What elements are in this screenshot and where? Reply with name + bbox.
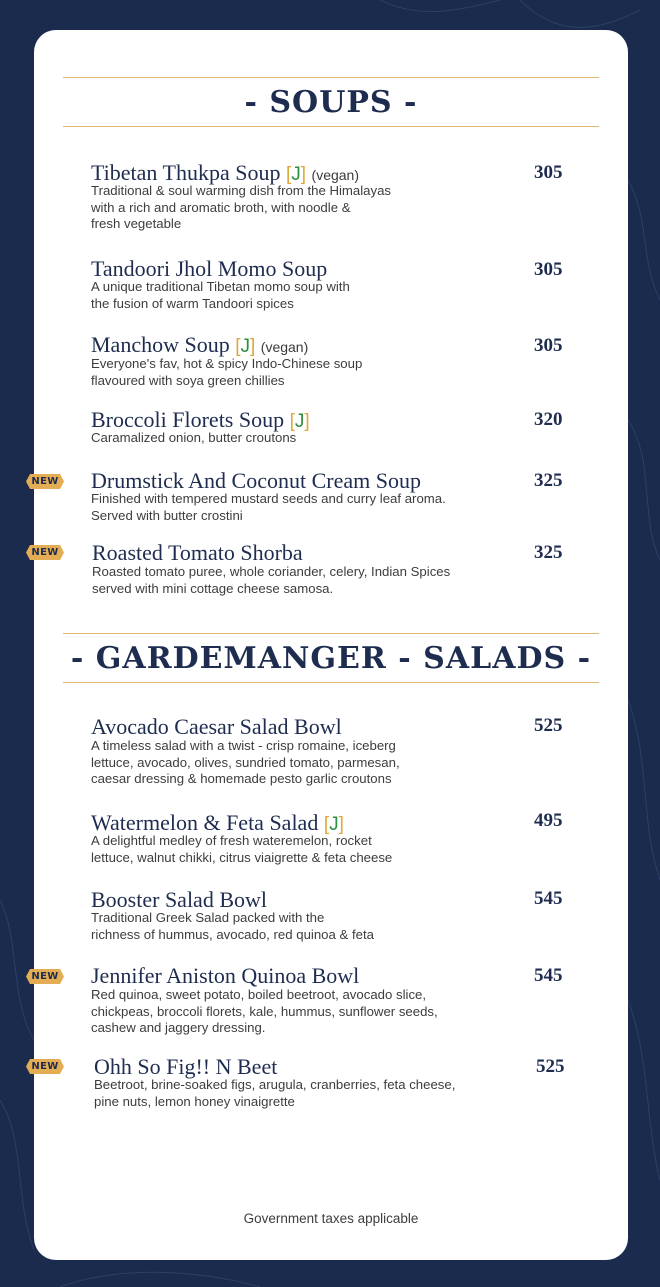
new-badge: NEW	[31, 476, 59, 487]
new-badge: NEW	[31, 971, 59, 982]
soups-section-title: - SOUPS -	[244, 84, 418, 120]
item-name: Manchow Soup [J] (vegan)	[91, 332, 309, 357]
item-description: Roasted tomato puree, whole coriander, celery, Indian Spices served with mini cottage cheese samosa.	[92, 564, 451, 596]
item-price: 525	[534, 715, 563, 736]
item-name: Jennifer Aniston Quinoa Bowl	[91, 963, 360, 988]
soups-section-header	[63, 77, 599, 127]
item-description: A timeless salad with a twist - crisp romaine, iceberg lettuce, avocado, olives, sundried tomato, parmesan, caesar dressing & homemade pesto garlic croutons	[91, 738, 400, 786]
item-description: Red quinoa, sweet potato, boiled beetroot, avocado slice, chickpeas, broccoli florets, kale, hummus, sunflower seeds, cashew and jaggery dressing.	[91, 987, 438, 1035]
item-name: Broccoli Florets Soup [J]	[91, 407, 310, 432]
salads-section-title: - GARDEMANGER - SALADS -	[70, 640, 592, 676]
item-price: 525	[536, 1056, 565, 1077]
item-price: 305	[534, 259, 563, 280]
item-description: Finished with tempered mustard seeds and curry leaf aroma. Served with butter crostini	[91, 491, 446, 523]
jain-marker: [J]	[289, 411, 310, 432]
item-price: 545	[534, 965, 563, 986]
salads-section-header	[63, 633, 599, 683]
item-name: Ohh So Fig!! N Beet	[94, 1054, 278, 1079]
item-price: 495	[534, 810, 563, 831]
vegan-tag: (vegan)	[260, 339, 309, 355]
vegan-tag: (vegan)	[311, 167, 359, 183]
item-price: 545	[534, 888, 563, 909]
item-price: 320	[534, 409, 563, 430]
item-name: Tandoori Jhol Momo Soup	[91, 256, 328, 281]
menu-card	[31, 30, 628, 1260]
item-description: Everyone's fav, hot & spicy Indo-Chinese soup flavoured with soya green chillies	[91, 356, 363, 388]
jain-marker: [J]	[235, 336, 256, 357]
item-description: Caramalized onion, butter croutons	[91, 430, 297, 445]
item-price: 325	[534, 542, 563, 563]
item-description: A delightful medley of fresh wateremelon, rocket lettuce, walnut chikki, citrus viaigrette & feta cheese	[91, 833, 393, 865]
new-badge: NEW	[31, 1061, 59, 1072]
tax-note: Government taxes applicable	[243, 1211, 419, 1226]
item-description: Traditional & soul warming dish from the Himalayas with a rich and aromatic broth, with noodle & fresh vegetable	[91, 183, 392, 231]
jain-marker: [J]	[285, 164, 307, 185]
item-description: A unique traditional Tibetan momo soup with the fusion of warm Tandoori spices	[91, 279, 350, 311]
item-price: 325	[534, 470, 563, 491]
item-description: Beetroot, brine-soaked figs, arugula, cranberries, feta cheese, pine nuts, lemon honey vinaigrette	[94, 1077, 456, 1109]
item-name: Tibetan Thukpa Soup [J] (vegan)	[91, 160, 359, 185]
item-name: Watermelon & Feta Salad [J]	[91, 810, 344, 835]
item-name: Avocado Caesar Salad Bowl	[91, 714, 342, 739]
item-price: 305	[534, 162, 563, 183]
jain-marker: [J]	[323, 814, 344, 835]
item-name: Drumstick And Coconut Cream Soup	[91, 468, 421, 493]
new-badge: NEW	[31, 547, 59, 558]
item-name: Roasted Tomato Shorba	[92, 540, 303, 565]
item-description: Traditional Greek Salad packed with the richness of hummus, avocado, red quinoa & feta	[91, 910, 374, 942]
item-price: 305	[534, 335, 563, 356]
item-name: Booster Salad Bowl	[91, 887, 267, 912]
